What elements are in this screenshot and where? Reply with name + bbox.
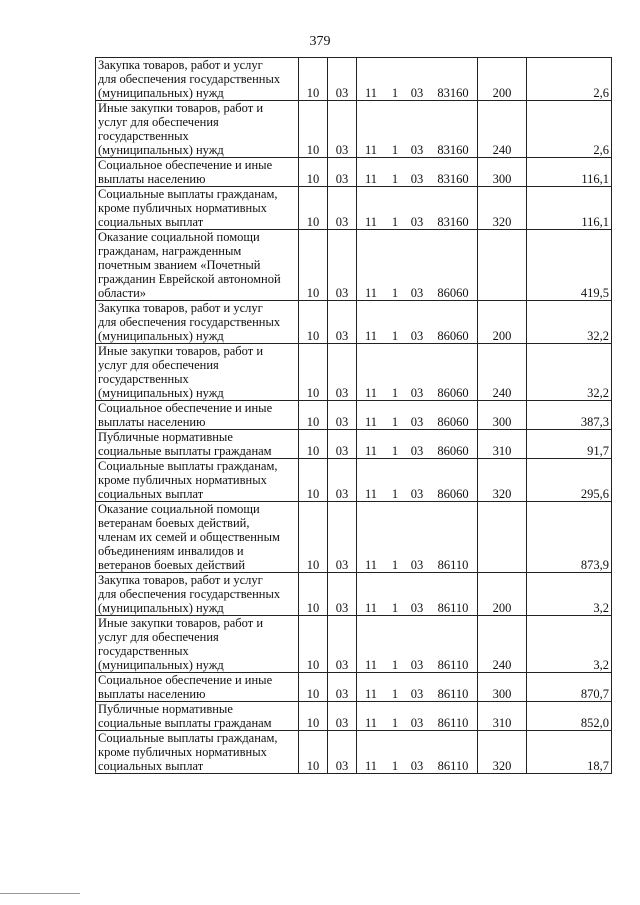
amount: 32,2 (527, 344, 612, 401)
program-code: 11 (357, 101, 386, 158)
row-name: Социальные выплаты гражданам, кроме публичных нормативных социальных выплат (96, 459, 299, 502)
direction-code: 86060 (429, 301, 478, 344)
subsection-code: 03 (328, 616, 357, 673)
expense-type-code: 200 (478, 573, 527, 616)
expense-type-code: 320 (478, 459, 527, 502)
program-code: 11 (357, 673, 386, 702)
section-code: 10 (299, 230, 328, 301)
program-code: 11 (357, 158, 386, 187)
program-code: 11 (357, 187, 386, 230)
direction-code: 86060 (429, 230, 478, 301)
subprogram-code: 1 (385, 187, 405, 230)
expense-type-code: 200 (478, 301, 527, 344)
row-name: Закупка товаров, работ и услуг для обеспечения государственных (муниципальных) нужд (96, 301, 299, 344)
table-body (96, 58, 612, 774)
section-code: 10 (299, 58, 328, 101)
subsection-code: 03 (328, 101, 357, 158)
program-code: 11 (357, 702, 386, 731)
row-name: Закупка товаров, работ и услуг для обеспечения государственных (муниципальных) нужд (96, 573, 299, 616)
subsection-code: 03 (328, 502, 357, 573)
subsection-code: 03 (328, 702, 357, 731)
section-code: 10 (299, 301, 328, 344)
row-name: Иные закупки товаров, работ и услуг для обеспечения государственных (муниципальных) нужд (96, 101, 299, 158)
measure-code: 03 (405, 502, 429, 573)
table-row (96, 430, 612, 459)
row-name: Оказание социальной помощи гражданам, награжденным почетным званием «Почетный гражданин Еврейской автономной области» (96, 230, 299, 301)
subprogram-code: 1 (385, 459, 405, 502)
row-name: Социальное обеспечение и иные выплаты населению (96, 401, 299, 430)
expense-type-code: 240 (478, 344, 527, 401)
subprogram-code: 1 (385, 673, 405, 702)
subprogram-code: 1 (385, 502, 405, 573)
expense-type-code (478, 502, 527, 573)
expense-type-code: 320 (478, 731, 527, 774)
direction-code: 83160 (429, 58, 478, 101)
subprogram-code: 1 (385, 401, 405, 430)
subprogram-code: 1 (385, 58, 405, 101)
table-row (96, 230, 612, 301)
measure-code: 03 (405, 230, 429, 301)
direction-code: 83160 (429, 101, 478, 158)
amount: 32,2 (527, 301, 612, 344)
page-number: 379 (309, 34, 331, 49)
section-code: 10 (299, 616, 328, 673)
program-code: 11 (357, 502, 386, 573)
subsection-code: 03 (328, 459, 357, 502)
measure-code: 03 (405, 673, 429, 702)
amount: 91,7 (527, 430, 612, 459)
amount: 18,7 (527, 731, 612, 774)
program-code: 11 (357, 344, 386, 401)
section-code: 10 (299, 101, 328, 158)
measure-code: 03 (405, 573, 429, 616)
direction-code: 83160 (429, 187, 478, 230)
subprogram-code: 1 (385, 101, 405, 158)
row-name: Иные закупки товаров, работ и услуг для обеспечения государственных (муниципальных) нужд (96, 616, 299, 673)
expense-type-code: 320 (478, 187, 527, 230)
table-row (96, 344, 612, 401)
program-code: 11 (357, 616, 386, 673)
subprogram-code: 1 (385, 731, 405, 774)
table-row (96, 673, 612, 702)
subprogram-code: 1 (385, 301, 405, 344)
direction-code: 83160 (429, 158, 478, 187)
expense-type-code: 200 (478, 58, 527, 101)
table-row (96, 301, 612, 344)
program-code: 11 (357, 301, 386, 344)
amount: 116,1 (527, 187, 612, 230)
bottom-rule (0, 893, 80, 894)
direction-code: 86060 (429, 401, 478, 430)
amount: 3,2 (527, 573, 612, 616)
expense-type-code (478, 230, 527, 301)
measure-code: 03 (405, 430, 429, 459)
subsection-code: 03 (328, 673, 357, 702)
table-row (96, 702, 612, 731)
subprogram-code: 1 (385, 158, 405, 187)
subsection-code: 03 (328, 187, 357, 230)
table-row (96, 158, 612, 187)
subsection-code: 03 (328, 158, 357, 187)
subsection-code: 03 (328, 301, 357, 344)
program-code: 11 (357, 230, 386, 301)
direction-code: 86110 (429, 673, 478, 702)
amount: 419,5 (527, 230, 612, 301)
expense-type-code: 240 (478, 101, 527, 158)
subsection-code: 03 (328, 58, 357, 101)
section-code: 10 (299, 187, 328, 230)
direction-code: 86110 (429, 502, 478, 573)
direction-code: 86110 (429, 731, 478, 774)
direction-code: 86110 (429, 573, 478, 616)
table-row (96, 101, 612, 158)
table-row (96, 459, 612, 502)
section-code: 10 (299, 573, 328, 616)
measure-code: 03 (405, 301, 429, 344)
direction-code: 86110 (429, 702, 478, 731)
table-row (96, 573, 612, 616)
section-code: 10 (299, 731, 328, 774)
section-code: 10 (299, 673, 328, 702)
program-code: 11 (357, 731, 386, 774)
row-name: Социальное обеспечение и иные выплаты населению (96, 158, 299, 187)
row-name: Социальные выплаты гражданам, кроме публичных нормативных социальных выплат (96, 187, 299, 230)
amount: 873,9 (527, 502, 612, 573)
amount: 387,3 (527, 401, 612, 430)
budget-table (95, 57, 612, 774)
subprogram-code: 1 (385, 230, 405, 301)
section-code: 10 (299, 158, 328, 187)
table-row (96, 616, 612, 673)
section-code: 10 (299, 702, 328, 731)
measure-code: 03 (405, 158, 429, 187)
row-name: Социальное обеспечение и иные выплаты населению (96, 673, 299, 702)
measure-code: 03 (405, 616, 429, 673)
row-name: Публичные нормативные социальные выплаты гражданам (96, 702, 299, 731)
amount: 2,6 (527, 58, 612, 101)
section-code: 10 (299, 430, 328, 459)
subsection-code: 03 (328, 430, 357, 459)
program-code: 11 (357, 401, 386, 430)
measure-code: 03 (405, 58, 429, 101)
amount: 870,7 (527, 673, 612, 702)
row-name: Закупка товаров, работ и услуг для обеспечения государственных (муниципальных) нужд (96, 58, 299, 101)
expense-type-code: 300 (478, 401, 527, 430)
amount: 852,0 (527, 702, 612, 731)
subsection-code: 03 (328, 731, 357, 774)
row-name: Публичные нормативные социальные выплаты гражданам (96, 430, 299, 459)
subprogram-code: 1 (385, 616, 405, 673)
section-code: 10 (299, 459, 328, 502)
measure-code: 03 (405, 702, 429, 731)
measure-code: 03 (405, 344, 429, 401)
subsection-code: 03 (328, 401, 357, 430)
expense-type-code: 300 (478, 673, 527, 702)
row-name: Иные закупки товаров, работ и услуг для обеспечения государственных (муниципальных) нужд (96, 344, 299, 401)
subprogram-code: 1 (385, 430, 405, 459)
program-code: 11 (357, 573, 386, 616)
expense-type-code: 310 (478, 430, 527, 459)
table-row (96, 58, 612, 101)
table-row (96, 731, 612, 774)
amount: 295,6 (527, 459, 612, 502)
row-name: Социальные выплаты гражданам, кроме публичных нормативных социальных выплат (96, 731, 299, 774)
subsection-code: 03 (328, 344, 357, 401)
amount: 3,2 (527, 616, 612, 673)
subsection-code: 03 (328, 230, 357, 301)
table-row (96, 502, 612, 573)
measure-code: 03 (405, 401, 429, 430)
measure-code: 03 (405, 731, 429, 774)
section-code: 10 (299, 401, 328, 430)
table-row (96, 187, 612, 230)
subsection-code: 03 (328, 573, 357, 616)
program-code: 11 (357, 58, 386, 101)
subprogram-code: 1 (385, 344, 405, 401)
row-name: Оказание социальной помощи ветеранам боевых действий, членам их семей и общественным объединениям инвалидов и ветеранов боевых действий (96, 502, 299, 573)
direction-code: 86060 (429, 459, 478, 502)
program-code: 11 (357, 430, 386, 459)
direction-code: 86060 (429, 430, 478, 459)
measure-code: 03 (405, 187, 429, 230)
measure-code: 03 (405, 101, 429, 158)
subprogram-code: 1 (385, 573, 405, 616)
direction-code: 86110 (429, 616, 478, 673)
subprogram-code: 1 (385, 702, 405, 731)
table-row (96, 401, 612, 430)
expense-type-code: 310 (478, 702, 527, 731)
section-code: 10 (299, 502, 328, 573)
direction-code: 86060 (429, 344, 478, 401)
measure-code: 03 (405, 459, 429, 502)
program-code: 11 (357, 459, 386, 502)
section-code: 10 (299, 344, 328, 401)
expense-type-code: 300 (478, 158, 527, 187)
amount: 2,6 (527, 101, 612, 158)
expense-type-code: 240 (478, 616, 527, 673)
amount: 116,1 (527, 158, 612, 187)
